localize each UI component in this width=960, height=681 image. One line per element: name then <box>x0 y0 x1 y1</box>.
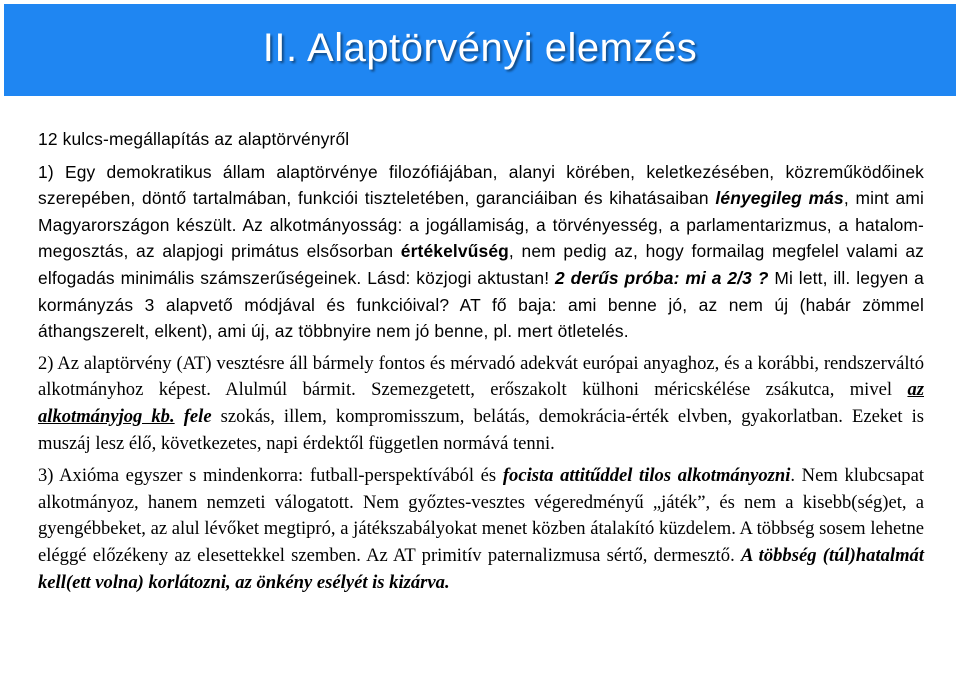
paragraph-3 <box>38 463 924 596</box>
p2-text-a: 2) Az alaptörvény (AT) vesztésre áll bármely fontos és mérvadó adekvát európai anyaghoz, és a korábbi, rendszerváltó alkotmányhoz képest. Alulmúl bármit. Szemezgetett, erőszakolt külhoni méricskélése zsákutca, mivel <box>38 352 924 401</box>
paragraph-2 <box>38 351 924 457</box>
section-heading: 12 kulcs-megállapítás az alaptörvényről <box>38 129 350 149</box>
p2-emphasis-alkotmanyjog: az alkotmányjog kb. <box>38 379 924 427</box>
p1-emphasis-ertekelvuseg: értékelvűség <box>400 241 509 262</box>
p1-text-g: Mi lett, ill. legyen a kormányzás 3 alapvető módjával és funkcióival? AT fő baja: ami benne jó, az nem új (habár zömmel áthangszerelt, elkent), ami új, az többnyire nem jó benne, pl. mert ötletelés. <box>38 267 924 342</box>
p1-text-c: , mint ami Magyarországon készült. Az alkotmányosság: a jogállamiság, a törvényesség, a parlamentarizmus, a hatalom-megosztás, az alapjogi primátus elsősorban <box>38 188 924 262</box>
title-bar <box>4 4 956 96</box>
p2-emphasis-fele: fele <box>183 405 212 427</box>
paragraph-1 <box>38 159 924 345</box>
p3-emphasis-tobbseg: A többség (túl)hatalmát kell(ett volna) korlátozni, az önkény esélyét is kizárva. <box>38 544 924 593</box>
slide-content <box>38 126 924 602</box>
p2-text-e: szokás, illem, kompromisszum, belátás, demokrácia-érték elvben, gyakorlatban. Ezeket is muszáj lesz élő, következetes, napi érdektől független normává tenni. <box>38 405 924 454</box>
p1-emphasis-lenyegileg: lényegileg más <box>715 188 844 209</box>
p2-text-c <box>175 406 184 427</box>
p3-emphasis-focista: focista attitűddel tilos alkotmányozni <box>502 465 791 487</box>
p1-emphasis-proba: 2 derűs próba: mi a 2/3 ? <box>555 267 769 288</box>
slide-title: II. Alaptörvényi elemzés <box>262 26 698 70</box>
p3-text-a: 3) Axióma egyszer s mindenkorra: futball-perspektívából és <box>38 465 503 487</box>
p3-text-c: . Nem klubcsapat alkotmányoz, hanem nemzeti válogatott. Nem győztes-vesztes végeredményű „játék”, és nem a kisebb(ség)et, a gyengébbeket, az alul lévőket megtipró, a játékszabályokat menet közben átalakító küzdelem. A többség sosem lehetne eléggé előzékeny az elesettekkel szemben. Az AT primitív paternalizmusa sértő, dermesztő. <box>38 465 924 566</box>
p1-text-a: 1) Egy demokratikus állam alaptörvénye filozófiájában, alanyi körében, keletkezésében, közreműködőinek szerepében, döntő tartalmában, funkciói tiszteletében, garanciáiban és kihatásaiban <box>38 161 924 209</box>
p1-text-e: , nem pedig az, hogy formailag megfelel valami az elfogadás minimális számszerűségeinek. Lásd: közjogi aktustan! <box>38 241 924 288</box>
